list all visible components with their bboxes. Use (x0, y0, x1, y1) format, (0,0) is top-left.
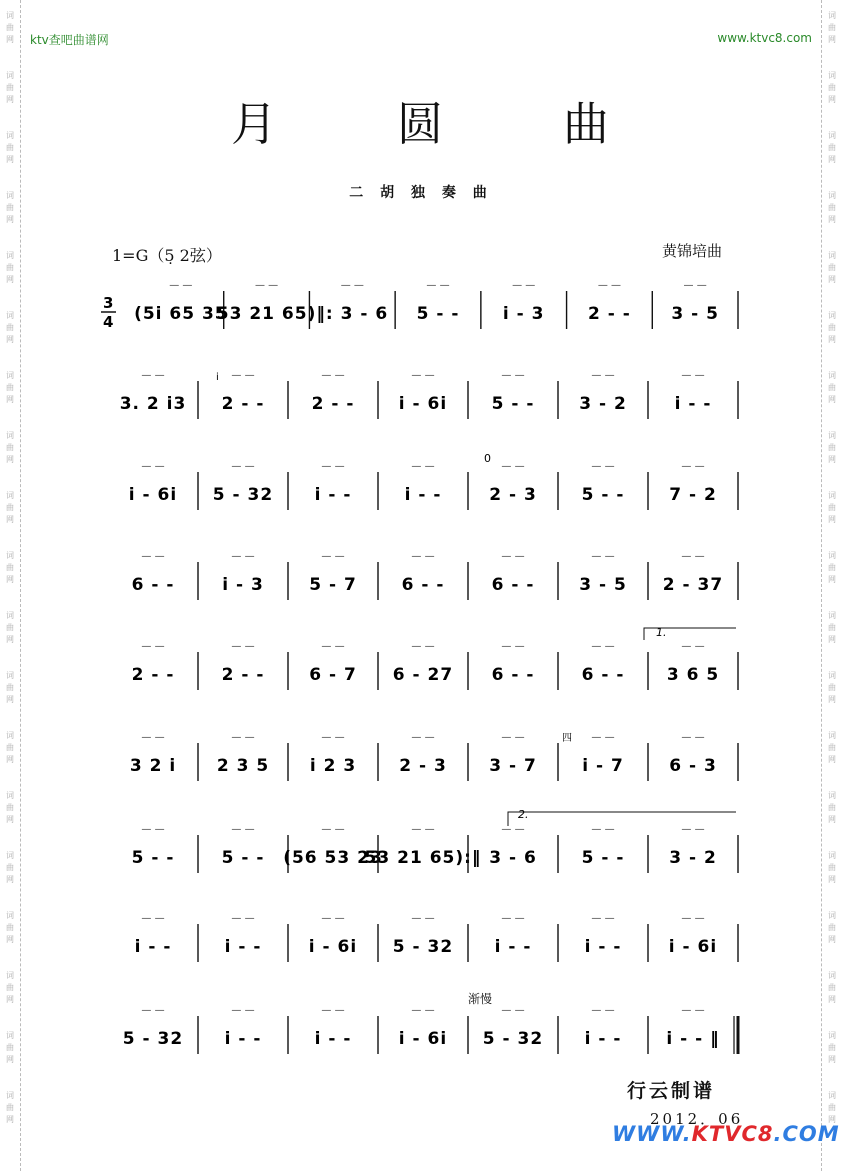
watermark-text: 词 曲 网 (6, 1091, 14, 1124)
measure-notes: 3. 2 i3 (119, 394, 187, 414)
fingering-marks: — — (683, 280, 707, 291)
site-logo[interactable] (612, 1122, 840, 1146)
watermark-text: 词 曲 网 (6, 1031, 14, 1064)
watermark-text: 词 曲 网 (828, 431, 836, 464)
measure-notes: 3 - 2 (579, 394, 627, 414)
position-mark-4: 四 (562, 733, 572, 744)
watermark-text: 词 曲 网 (6, 491, 14, 524)
title-char-1: 月 (231, 97, 279, 151)
watermark-text: 词 曲 网 (828, 971, 836, 1004)
watermark-text: 词 曲 网 (828, 11, 836, 44)
fingering-marks: — — (591, 461, 615, 472)
fingering-marks: — — (411, 461, 435, 472)
measure-notes: 3 - 5 (579, 575, 627, 595)
fingering-marks: — — (321, 461, 345, 472)
measure-notes: i - 6i (308, 937, 358, 957)
fingering-marks: — — (501, 732, 525, 743)
measure-notes: 5 - - (491, 394, 535, 414)
watermark-text: 词 曲 网 (828, 251, 836, 284)
fingering-marks: — — (141, 732, 165, 743)
fingering-marks: — — (591, 732, 615, 743)
title-char-2: 圆 (397, 97, 445, 151)
measure-notes: 2 - - (131, 665, 175, 685)
measure-notes: 2 3 5 (216, 756, 270, 776)
fingering-marks: — — (231, 732, 255, 743)
fingering-marks: — — (141, 461, 165, 472)
measure-notes: i - - (404, 485, 442, 505)
measure-notes: 6 - - (131, 575, 175, 595)
fingering-marks: — — (231, 913, 255, 924)
watermark-text: 词 曲 网 (6, 311, 14, 344)
watermark-text: 词 曲 网 (6, 371, 14, 404)
fingering-marks: — — (411, 913, 435, 924)
fingering-marks: — — (411, 1005, 435, 1016)
measure-notes: ‖: 3 - 6 (316, 304, 389, 324)
fingering-marks: — — (321, 913, 345, 924)
watermark-text: 词 曲 网 (828, 71, 836, 104)
measure-notes: 6 - - (491, 665, 535, 685)
fingering-marks: — — (141, 370, 165, 381)
fingering-marks: — — (501, 824, 525, 835)
title-char-3: 曲 (563, 97, 611, 151)
fingering-marks: — — (321, 732, 345, 743)
watermark-text: 词 曲 网 (6, 431, 14, 464)
measure-notes: 2 - 3 (489, 485, 537, 505)
measure-notes: 5 - - (581, 848, 625, 868)
watermark-text: 词 曲 网 (828, 731, 836, 764)
fingering-marks: — — (411, 824, 435, 835)
watermark-text: 词 曲 网 (6, 131, 14, 164)
measure-notes: 3 - 6 (489, 848, 537, 868)
watermark-text: 词 曲 网 (828, 1091, 836, 1124)
fingering-marks: — — (231, 641, 255, 652)
site-url-right[interactable]: www.ktvc8.com (717, 31, 812, 45)
position-mark-0: 0 (484, 452, 491, 465)
watermark-text: 词 曲 网 (828, 851, 836, 884)
fingering-marks: — — (591, 551, 615, 562)
measure-notes: 6 - 3 (669, 756, 717, 776)
fingering-marks: — — (321, 824, 345, 835)
measure-notes: i - 3 (222, 575, 264, 595)
fingering-marks: — — (411, 370, 435, 381)
fingering-marks: — — (426, 280, 450, 291)
fingering-marks: — — (501, 641, 525, 652)
fingering-marks: — — (501, 913, 525, 924)
measure-notes: i - 6i (398, 394, 448, 414)
arranger-signature: 行云制谱 (627, 1080, 716, 1102)
watermark-text: 词 曲 网 (828, 551, 836, 584)
measure-notes: i - 7 (582, 756, 624, 776)
subtitle: 二 胡 独 奏 曲 (349, 185, 493, 201)
fingering-marks: — — (411, 551, 435, 562)
measure-notes: 3 - 5 (671, 304, 719, 324)
watermark-text: 词 曲 网 (828, 791, 836, 824)
fingering-marks: — — (591, 641, 615, 652)
measure-notes: i - - ‖ (666, 1029, 720, 1049)
measure-notes: 6 - - (491, 575, 535, 595)
measure-notes: 3 6 5 (666, 665, 720, 685)
logo-brand: KTVC8 (691, 1122, 774, 1146)
measure-notes: i - - (224, 1029, 262, 1049)
grace-note: i (216, 372, 219, 383)
watermark-text: 词 曲 网 (828, 1031, 836, 1064)
watermark-text: 词 曲 网 (828, 491, 836, 524)
measure-notes: (5i 65 35 (134, 304, 228, 324)
measure-notes: 2 - - (588, 304, 631, 324)
watermark-text: 词 曲 网 (6, 911, 14, 944)
watermark-text: 词 曲 网 (6, 191, 14, 224)
watermark-text: 词 曲 网 (6, 851, 14, 884)
measure-notes: i - - (494, 937, 532, 957)
measure-notes: 3 - 2 (669, 848, 717, 868)
measure-notes: 2 - - (221, 394, 265, 414)
measure-notes: 6 - 27 (392, 665, 454, 685)
fingering-marks: — — (340, 280, 364, 291)
watermark-text: 词 曲 网 (828, 131, 836, 164)
watermark-text: 词 曲 网 (828, 191, 836, 224)
measure-notes: 53 21 65) (216, 304, 317, 324)
measure-notes: i - 3 (502, 304, 545, 324)
composer: 黄锦培曲 (662, 242, 723, 260)
watermark-text: 词 曲 网 (6, 11, 14, 44)
measure-notes: 6 - - (581, 665, 625, 685)
watermark-text: 词 曲 网 (6, 551, 14, 584)
measure-notes: i - 6i (668, 937, 718, 957)
logo-prefix: WWW. (612, 1122, 692, 1146)
measure-notes: 3 - 7 (489, 756, 537, 776)
measure-notes: 5 - 7 (309, 575, 357, 595)
fingering-marks: — — (411, 641, 435, 652)
measure-notes: 3 2 i (129, 756, 177, 776)
time-signature-bottom: 4 (103, 313, 114, 331)
fingering-marks: — — (231, 551, 255, 562)
watermark-text: 词 曲 网 (828, 371, 836, 404)
measure-notes: 2 - 3 (399, 756, 447, 776)
measure-notes: 5 - - (221, 848, 265, 868)
fingering-marks: — — (254, 280, 279, 291)
fingering-marks: — — (141, 641, 165, 652)
volta-2-label: 2. (518, 808, 529, 821)
tempo-marking: 渐慢 (468, 992, 493, 1006)
measure-notes: 5 - - (416, 304, 460, 324)
measure-notes: i - 6i (128, 485, 178, 505)
fingering-marks: — — (501, 461, 525, 472)
fingering-marks: — — (141, 551, 165, 562)
measure-notes: 2 - - (311, 394, 355, 414)
measure-notes: i - - (584, 937, 622, 957)
measure-notes: i - 6i (398, 1029, 448, 1049)
date: 2012．06 (650, 1110, 744, 1128)
fingering-marks: — — (501, 551, 525, 562)
fingering-marks: — — (681, 913, 705, 924)
measure-notes: 5 - - (131, 848, 175, 868)
watermark-text: 词 曲 网 (828, 311, 836, 344)
time-signature-top: 3 (103, 294, 114, 312)
key-signature: 1=G（5̣ 2弦） (112, 246, 222, 265)
measure-notes: i - - (314, 485, 352, 505)
measure-notes: (56 53 23 (283, 848, 383, 868)
measure-notes: i - - (134, 937, 172, 957)
fingering-marks: — — (231, 461, 255, 472)
measure-notes: 5 - - (581, 485, 625, 505)
fingering-marks: — — (141, 824, 165, 835)
watermark-text: 词 曲 网 (6, 731, 14, 764)
fingering-marks: — — (591, 913, 615, 924)
watermark-text: 词 曲 网 (6, 791, 14, 824)
measure-notes: 7 - 2 (669, 485, 717, 505)
measure-notes: i - - (314, 1029, 352, 1049)
measure-notes: 2 - - (221, 665, 265, 685)
fingering-marks: — — (141, 913, 165, 924)
site-name-left[interactable]: ktv查吧曲谱网 (30, 33, 109, 47)
fingering-marks: — — (141, 1005, 165, 1016)
fingering-marks: — — (681, 824, 705, 835)
measure-notes: 5 - 32 (212, 485, 274, 505)
volta-1-label: 1. (656, 626, 667, 639)
watermark-text: 词 曲 网 (6, 671, 14, 704)
fingering-marks: — — (501, 370, 525, 381)
fingering-marks: — — (681, 732, 705, 743)
fingering-marks: — — (681, 641, 705, 652)
measure-notes: 5 - 32 (122, 1029, 184, 1049)
watermark-text: 词 曲 网 (828, 911, 836, 944)
watermark-text: 词 曲 网 (6, 251, 14, 284)
fingering-marks: — — (411, 732, 435, 743)
fingering-marks: — — (321, 370, 345, 381)
measure-notes: 53 21 65):‖ (364, 848, 482, 868)
measure-notes: 5 - 32 (482, 1029, 544, 1049)
fingering-marks: — — (501, 1005, 525, 1016)
measure-notes: 6 - 7 (309, 665, 357, 685)
measure-notes: 5 - 32 (392, 937, 454, 957)
fingering-marks: — — (591, 1005, 615, 1016)
fingering-marks: — — (321, 1005, 345, 1016)
fingering-marks: — — (681, 551, 705, 562)
fingering-marks: — — (321, 641, 345, 652)
watermark-text: 词 曲 网 (6, 611, 14, 644)
fingering-marks: — — (591, 824, 615, 835)
fingering-marks: — — (681, 461, 705, 472)
fingering-marks: — — (231, 824, 255, 835)
logo-suffix: .COM (773, 1122, 840, 1146)
watermark-text: 词 曲 网 (828, 611, 836, 644)
measure-notes: i - - (584, 1029, 622, 1049)
fingering-marks: — — (597, 280, 622, 291)
measure-notes: i 2 3 (309, 756, 357, 776)
fingering-marks: — — (591, 370, 615, 381)
measure-notes: i - - (674, 394, 712, 414)
measure-notes: 6 - - (401, 575, 445, 595)
watermark-text: 词 曲 网 (828, 671, 836, 704)
fingering-marks: — — (169, 280, 193, 291)
fingering-marks: — — (231, 370, 255, 381)
fingering-marks: — — (231, 1005, 255, 1016)
fingering-marks: — — (512, 280, 536, 291)
measure-notes: i - - (224, 937, 262, 957)
fingering-marks: — — (681, 1005, 705, 1016)
measure-notes: 2 - 37 (662, 575, 724, 595)
watermark-text: 词 曲 网 (6, 71, 14, 104)
fingering-marks: — — (681, 370, 705, 381)
watermark-text: 词 曲 网 (6, 971, 14, 1004)
fingering-marks: — — (321, 551, 345, 562)
